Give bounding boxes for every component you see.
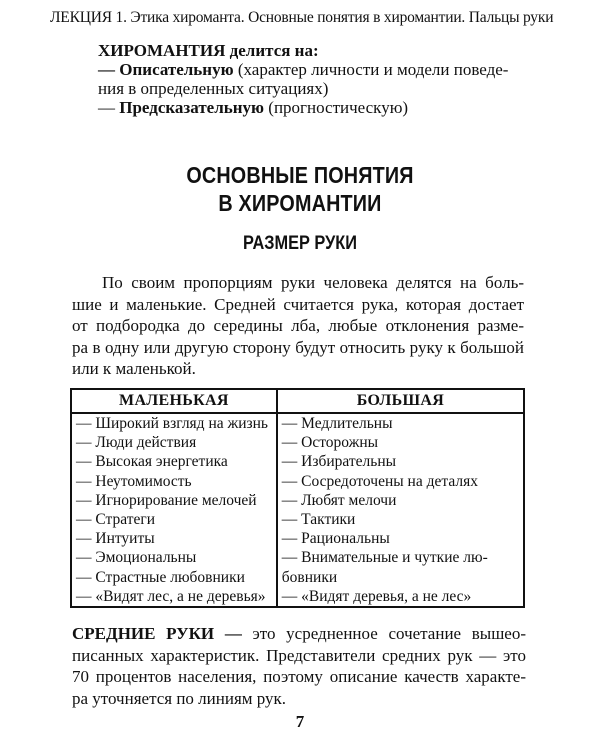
outro-line: писанных характеристик. Представители средних рук — это <box>72 645 526 665</box>
paragraph-line: шие и маленькие. Средней считается рука, которая достает <box>72 294 524 314</box>
paragraph-line: По своим пропорциям руки человека делятся на боль- <box>102 273 524 292</box>
table-cell-large: — «Видят деревья, а не лес» <box>277 587 524 607</box>
column-header-small: МАЛЕНЬКАЯ <box>71 389 277 413</box>
table-cell-large: — Сосредоточены на деталях <box>277 472 524 491</box>
table-cell-small: — Широкий взгляд на жизнь <box>71 413 277 433</box>
intro-item-descriptive-cont: ния в определенных ситуациях) <box>98 79 329 98</box>
table-row <box>71 529 524 548</box>
table-cell-large: — Медлительны <box>277 413 524 433</box>
table-cell-large: — Избирательны <box>277 452 524 471</box>
intro-item-descriptive <box>98 60 518 79</box>
paragraph-line: или к маленькой. <box>72 359 196 379</box>
table-cell-small: — Высокая энергетика <box>71 452 277 471</box>
intro-heading <box>98 41 518 60</box>
intro-heading-bold: ХИРОМАНТИЯ <box>98 41 226 60</box>
table-row <box>71 452 524 471</box>
table-cell-small: — Интуиты <box>71 529 277 548</box>
table-cell-small: — Люди действия <box>71 433 277 452</box>
paragraph-line: от подбородка до середины лба, любые отклонения разме- <box>72 316 524 336</box>
medium-hands-paragraph <box>72 623 526 709</box>
table-row <box>71 413 524 433</box>
table-cell-small: — Стратеги <box>71 510 277 529</box>
intro-item2-bold: Предсказательную <box>119 98 265 117</box>
table-cell-large: — Осторожны <box>277 433 524 452</box>
table-cell-large: — Рациональны <box>277 529 524 548</box>
table-cell-large: — Тактики <box>277 510 524 529</box>
table-cell-small: — Страстные любовники <box>71 568 277 587</box>
table-cell-small: — Неутомимость <box>71 472 277 491</box>
intro-item2-dash: — <box>98 98 120 117</box>
table-cell-small: — Эмоциональны <box>71 548 277 567</box>
intro-item1-rest: (характер личности и модели поведе- <box>233 60 509 79</box>
outro-line: ра уточняется по линиям рук. <box>72 688 287 708</box>
running-header: ЛЕКЦИЯ 1. Этика хироманта. Основные понятия в хиромантии. Пальцы руки <box>50 9 554 26</box>
table-row <box>71 548 524 567</box>
table-cell-large: — Внимательные и чуткие лю- <box>277 548 524 567</box>
table-cell-small: — «Видят лес, а не деревья» <box>71 587 277 607</box>
intro-block <box>98 41 518 117</box>
subsection-title: РАЗМЕР РУКИ <box>242 233 358 254</box>
table-cell-large: бовники <box>277 568 524 587</box>
hand-size-table <box>70 388 525 608</box>
intro-item1-dash: — <box>98 60 120 79</box>
outro-line-first <box>72 623 526 645</box>
outro-line1-rest: это усредненное сочетание вышео- <box>241 624 527 643</box>
intro-heading-rest: делится на: <box>225 41 319 60</box>
paragraph-line: ра в одну или другую сторону будут относить руку к большой <box>72 337 524 357</box>
page-number: 7 <box>295 712 305 731</box>
table-cell-large: — Любят мелочи <box>277 491 524 510</box>
table-row <box>71 433 524 452</box>
table-row <box>71 568 524 587</box>
intro-item-predictive <box>98 98 518 117</box>
table-row <box>71 510 524 529</box>
column-header-large: БОЛЬШАЯ <box>277 389 524 413</box>
section-title <box>42 161 558 217</box>
table-row <box>71 491 524 510</box>
table-row <box>71 472 524 491</box>
table-row <box>71 587 524 607</box>
hand-size-paragraph <box>72 272 524 380</box>
outro-line: 70 процентов населения, поэтому описание качеств характе- <box>72 667 526 687</box>
medium-hands-term: СРЕДНИЕ РУКИ — <box>72 624 242 643</box>
section-title-line1: ОСНОВНЫЕ ПОНЯТИЯ <box>186 162 414 188</box>
table-cell-small: — Игнорирование мелочей <box>71 491 277 510</box>
intro-item2-rest: (прогностическую) <box>264 98 409 117</box>
section-title-line2: В ХИРОМАНТИИ <box>218 190 382 216</box>
table-header-row <box>71 389 524 413</box>
intro-item1-bold: Описательную <box>119 60 234 79</box>
